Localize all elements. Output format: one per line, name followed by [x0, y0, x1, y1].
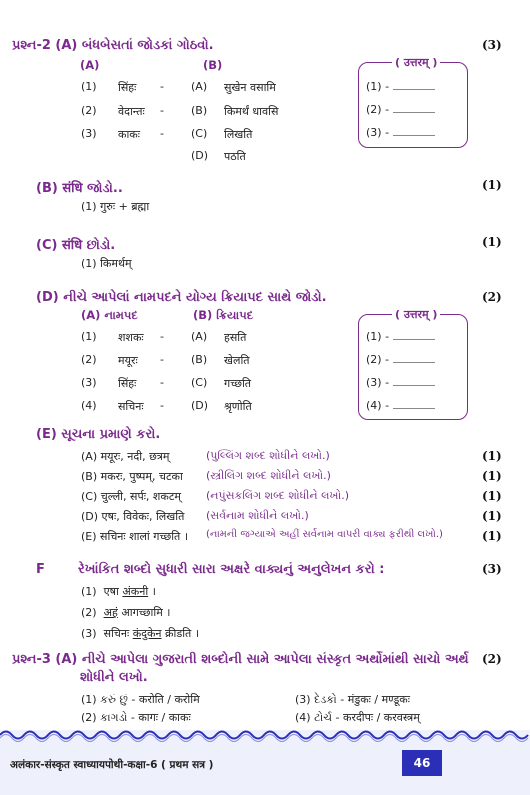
e-item-text: (B) मकरः, पुष्पम्, चटका — [81, 470, 183, 483]
e-item-note: (પુલ્લિંગ શબ્દ શોધીને લખો.) — [206, 449, 330, 462]
row-b: पठति — [224, 150, 246, 163]
e-item-marks: (1) — [482, 509, 502, 523]
q2-answer-label: ( उत्तरम् ) — [392, 55, 440, 70]
e-item-marks: (1) — [482, 529, 502, 543]
row-b: सुखेन वसामि — [224, 81, 276, 94]
answer-line: (1) - — [366, 330, 435, 343]
row-a: वेदान्तः — [118, 105, 145, 118]
c-item: (1) किमर्थम् — [81, 257, 132, 270]
f-label: F — [36, 562, 45, 577]
d-heading: (D) નીચે આપેલાં નામપદને યોગ્ય ક્રિયાપદ સાથે જોડો. — [36, 290, 327, 305]
row-b-label: (C) — [191, 127, 208, 140]
q2-marks: (3) — [482, 38, 502, 52]
f-heading: રેખાંકિત શબ્દો સુધારી સારા અક્ષરે વાક્યનું અનુલેખન કરો : — [78, 562, 385, 577]
b-item: (1) गुरुः + ब्रह्मा — [81, 200, 150, 213]
row-b-label: (C) — [191, 376, 208, 389]
row-dash: - — [160, 80, 164, 93]
d-answer-label: ( उत्तरम् ) — [392, 307, 440, 322]
q3-heading-line2: શોધીને લખો. — [80, 670, 148, 685]
row-num: (1) — [81, 80, 97, 93]
row-b-label: (B) — [191, 353, 208, 366]
e-item-text: (D) एषः, विवेकः, लिखति — [81, 510, 185, 523]
answer-line: (4) - — [366, 399, 435, 412]
row-b: हसति — [224, 331, 247, 344]
b-marks: (1) — [482, 178, 502, 192]
row-a: सिंहः — [118, 81, 137, 94]
e-item-note: (નપુંસકલિંગ શબ્દ શોધીને લખો.) — [206, 489, 349, 502]
row-num: (3) — [81, 376, 97, 389]
answer-line: (2) - — [366, 103, 435, 116]
answer-line: (2) - — [366, 353, 435, 366]
e-item-note: (નામની જગ્યાએ અહીં સર્વનામ વાપરી વાક્ય ફરીથી લખો.) — [206, 529, 443, 540]
row-dash: - — [160, 330, 164, 343]
q3-item: (1) કરું છું - करोति / करोमि — [81, 693, 200, 706]
q3-item: (2) કાગડો - कागः / काकः — [81, 711, 191, 724]
row-b: लिखति — [224, 128, 253, 141]
c-heading: (C) संधि છોડો. — [36, 238, 116, 253]
e-item-marks: (1) — [482, 469, 502, 483]
row-dash: - — [160, 353, 164, 366]
row-dash: - — [160, 376, 164, 389]
row-num: (2) — [81, 104, 97, 117]
q3-item: (3) દેડકો - मंडुकः / मण्डूकः — [295, 693, 410, 706]
q3-marks: (2) — [482, 652, 502, 666]
answer-line: (1) - — [366, 80, 435, 93]
row-b: खेलति — [224, 354, 250, 367]
row-b-label: (A) — [191, 330, 208, 343]
c-marks: (1) — [482, 235, 502, 249]
e-item-text: (A) मयूरः, नदी, छत्रम् — [81, 450, 170, 463]
e-item-marks: (1) — [482, 489, 502, 503]
underlined-word: अंकनी — [122, 585, 149, 598]
row-b: गच्छति — [224, 377, 252, 390]
answer-line: (3) - — [366, 376, 435, 389]
page-number: 46 — [402, 750, 442, 776]
row-b-label: (A) — [191, 80, 208, 93]
row-num: (2) — [81, 353, 97, 366]
row-b-label: (D) — [191, 149, 209, 162]
row-b: किमर्थं धावसि — [224, 105, 279, 118]
row-a: मयूरः — [118, 354, 138, 367]
f-marks: (3) — [482, 562, 502, 576]
row-a: सचिनः — [118, 400, 144, 413]
q3-heading-line1: પ્રશ્ન-3 (A) નીચે આપેલા ગુજરાતી શબ્દોની સામે આપેલા સંસ્કૃત અર્થોમાંથી સાચો અર્થ — [12, 652, 469, 667]
q2-heading: પ્રશ્ન-2 (A) બંધબેસતાં જોડકાં ગોઠવો. — [12, 38, 214, 53]
q3-item: (4) ટોર્ચ - करदीपः / करवस्त्रम् — [295, 711, 420, 724]
d-marks: (2) — [482, 290, 502, 304]
row-dash: - — [160, 127, 164, 140]
answer-line: (3) - — [366, 126, 435, 139]
f-item: (1) एषा अंकनी । — [81, 585, 156, 598]
row-b-label: (B) — [191, 104, 208, 117]
e-heading: (E) સૂચના પ્રમાણે કરો. — [36, 427, 161, 442]
q2-col-b-head: (B) — [203, 58, 223, 72]
row-b: श्रृणोति — [224, 400, 252, 413]
underlined-word: कंदुकेन — [132, 627, 162, 640]
e-item-note: (સ્ત્રીલિંગ શબ્દ શોધીને લખો.) — [206, 469, 331, 482]
row-num: (3) — [81, 127, 97, 140]
row-a: शशकः — [118, 331, 144, 344]
e-item-text: (E) सचिनः शालां गच्छति । — [81, 530, 188, 543]
e-item-note: (સર્વનામ શોધીને લખો.) — [206, 509, 309, 522]
row-dash: - — [160, 399, 164, 412]
row-a: सिंहः — [118, 377, 137, 390]
underlined-word: अहं — [103, 606, 118, 619]
q2-col-a-head: (A) — [80, 58, 100, 72]
f-item: (2) अहं आगच्छामि । — [81, 606, 171, 619]
f-item: (3) सचिनः कंदुकेन क्रीडति । — [81, 627, 199, 640]
b-heading: (B) संधि જોડો.. — [36, 181, 123, 196]
footer-wave-border — [0, 728, 530, 742]
row-dash: - — [160, 104, 164, 117]
row-num: (4) — [81, 399, 97, 412]
row-b-label: (D) — [191, 399, 209, 412]
row-a: काकः — [118, 128, 140, 141]
d-col-b-head: (B) ક્રિયાપદ — [193, 308, 254, 322]
e-item-marks: (1) — [482, 449, 502, 463]
footer-book-title: अलंकार-संस्कृत स्वाध्यायपोथी-कक्षा-6 ( प्रथम सत्र ) — [10, 759, 214, 771]
d-col-a-head: (A) નામપદ — [81, 308, 138, 322]
e-item-text: (C) चुल्ली, सर्पः, शकटम् — [81, 490, 181, 503]
row-num: (1) — [81, 330, 97, 343]
